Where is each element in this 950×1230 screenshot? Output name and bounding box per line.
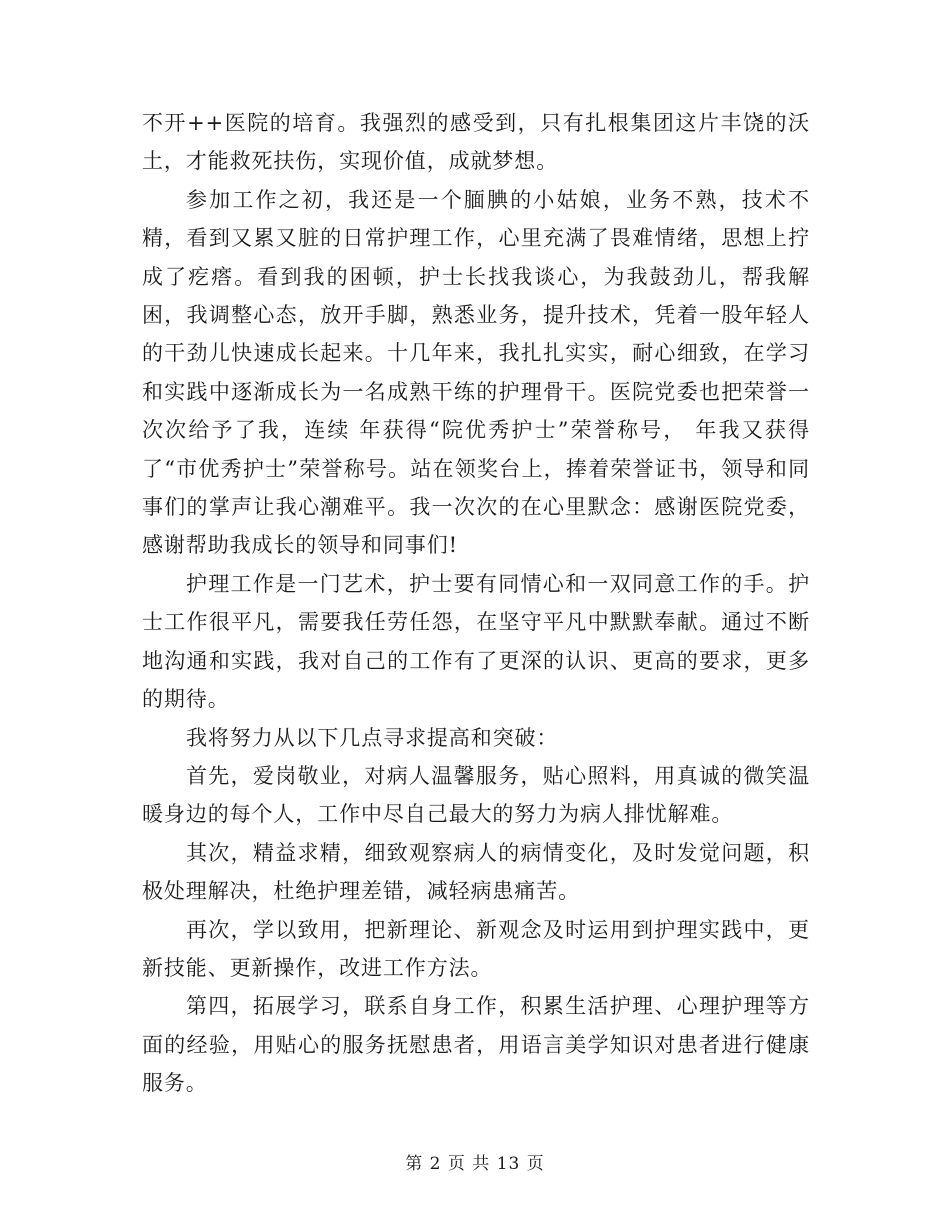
paragraph-point-first: 首先，爱岗敬业，对病人温馨服务，贴心照料，用真诚的微笑温暖身边的每个人，工作中尽自己最大的努力为病人排忧解难。	[142, 763, 810, 827]
paragraph-early-career: 参加工作之初，我还是一个腼腆的小姑娘，业务不熟，技术不精，看到又累又脏的日常护理工作，心里充满了畏难情绪，思想上拧成了疙瘩。看到我的困顿，护士长找我谈心，为我鼓劲儿，帮我解困，我调整心态，放开手脚，熟悉业务，提升技术，凭着一股年轻人的干劲儿快速成长起来。十几年来，我扎扎实实，耐心细致，在学习和实践中逐渐成长为一名成熟干练的护理骨干。医院党委也把荣誉一次次给予了我，连续 年获得“院优秀护士”荣誉称号， 年我又获得了“市优秀护士”荣誉称号。站在领奖台上，捧着荣誉证书，领导和同事们的掌声让我心潮难平。我一次次的在心里默念：感谢医院党委，感谢帮助我成长的领导和同事们!	[142, 187, 810, 558]
paragraph-point-third: 再次，学以致用，把新理论、新观念及时运用到护理实践中，更新技能、更新操作，改进工作方法。	[142, 917, 810, 980]
page-number: 第 2 页 共 13 页	[405, 1154, 545, 1174]
paragraph-nursing-art: 护理工作是一门艺术，护士要有同情心和一双同意工作的手。护士工作很平凡，需要我任劳任怨，在坚守平凡中默默奉献。通过不断地沟通和实践，我对自己的工作有了更深的认识、更高的要求，更多的期待。	[142, 571, 810, 712]
page-footer	[0, 1152, 950, 1176]
paragraph-continuation: 不开++医院的培育。我强烈的感受到，只有扎根集团这片丰饶的沃土，才能救死扶伤，实现价值，成就梦想。	[142, 111, 810, 174]
document-body	[142, 104, 810, 1103]
paragraph-point-second: 其次，精益求精，细致观察病人的病情变化，及时发觉问题，积极处理解决，杜绝护理差错，减轻病患痛苦。	[142, 840, 810, 904]
paragraph-improvement-intro: 我将努力从以下几点寻求提高和突破：	[186, 725, 559, 750]
paragraph-point-fourth: 第四，拓展学习，联系自身工作，积累生活护理、心理护理等方面的经验，用贴心的服务抚慰患者，用语言美学知识对患者进行健康服务。	[142, 994, 810, 1096]
